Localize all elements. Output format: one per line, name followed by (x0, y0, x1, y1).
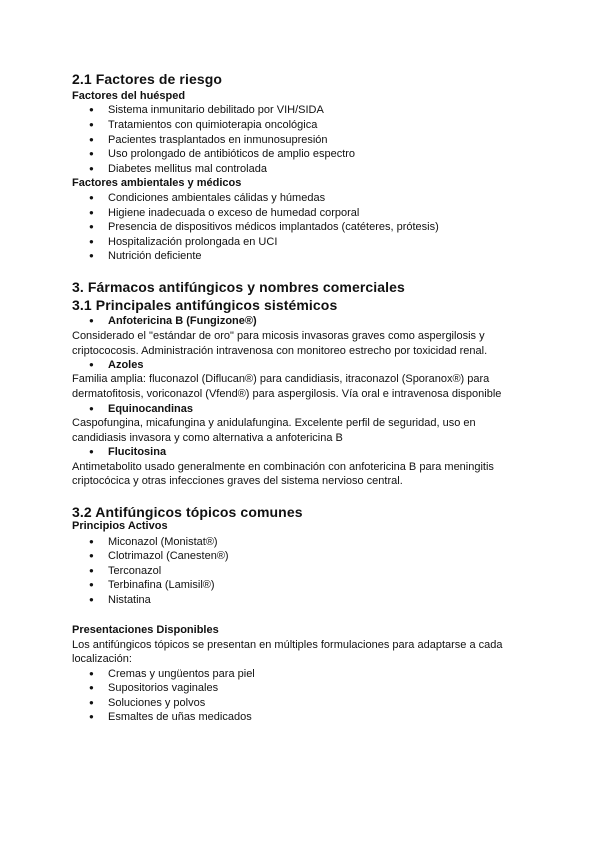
drug-name: ● Equinocandinas (108, 403, 193, 415)
list-item: ● Terbinafina (Lamisil®) (108, 579, 215, 591)
list-item: ● Nistatina (108, 594, 151, 606)
drug-description-line: Familia amplia: fluconazol (Diflucan®) para candidiasis, itraconazol (Sporanox®) para (72, 373, 490, 385)
environment-factors-heading: Factores ambientales y médicos (72, 177, 242, 189)
section-3-1-title: 3.1 Principales antifúngicos sistémicos (72, 297, 338, 313)
list-item: ● Diabetes mellitus mal controlada (108, 163, 267, 175)
host-factors-heading: Factores del huésped (72, 90, 186, 102)
drug-name: ● Flucitosina (108, 446, 166, 458)
drug-description-line: Antimetabolito usado generalmente en combinación con anfotericina B para meningitis (72, 461, 494, 473)
list-item: ● Supositorios vaginales (108, 682, 218, 694)
list-item: ● Uso prolongado de antibióticos de amplio espectro (108, 148, 355, 160)
list-item: ● Soluciones y polvos (108, 697, 205, 709)
presentations-intro-line: localización: (72, 653, 132, 665)
presentations-heading: Presentaciones Disponibles (72, 624, 219, 636)
drug-name: ● Azoles (108, 359, 143, 371)
list-item: ● Hospitalización prolongada en UCI (108, 236, 277, 248)
list-item: ● Tratamientos con quimioterapia oncológica (108, 119, 317, 131)
drug-description-line: Considerado el "estándar de oro" para micosis invasoras graves como aspergilosis y (72, 330, 485, 342)
list-item: ● Miconazol (Monistat®) (108, 536, 218, 548)
section-2-1-title: 2.1 Factores de riesgo (72, 71, 223, 87)
list-item: ● Sistema inmunitario debilitado por VIH/SIDA (108, 104, 324, 116)
list-item: ● Higiene inadecuada o exceso de humedad corporal (108, 207, 359, 219)
drug-description-line: Caspofungina, micafungina y anidulafungina. Excelente perfil de seguridad, uso en (72, 417, 476, 429)
list-item: ● Clotrimazol (Canesten®) (108, 550, 229, 562)
presentations-intro-line: Los antifúngicos tópicos se presentan en múltiples formulaciones para adaptarse a cada (72, 639, 503, 651)
drug-description-line: dermatofitosis, voriconazol (Vfend®) para aspergilosis. Vía oral e intravenosa disponible (72, 388, 502, 400)
drug-description-line: candidiasis invasora y como alternativa a anfotericina B (72, 432, 343, 444)
section-3-2-title: 3.2 Antifúngicos tópicos comunes (72, 504, 303, 520)
list-item: ● Esmaltes de uñas medicados (108, 711, 252, 723)
drug-description-line: criptococosis. Administración intravenosa con monitoreo estrecho por toxicidad renal. (72, 345, 488, 357)
list-item: ● Pacientes trasplantados en inmunosupresión (108, 134, 328, 146)
drug-description-line: criptocócica y otras infecciones graves del sistema nervioso central. (72, 475, 403, 487)
section-3-title: 3. Fármacos antifúngicos y nombres comerciales (72, 279, 405, 295)
list-item: ● Condiciones ambientales cálidas y húmedas (108, 192, 325, 204)
list-item: ● Presencia de dispositivos médicos implantados (catéteres, prótesis) (108, 221, 439, 233)
active-ingredients-heading: Principios Activos (72, 520, 168, 532)
list-item: ● Terconazol (108, 565, 161, 577)
drug-name: ● Anfotericina B (Fungizone®) (108, 315, 257, 327)
list-item: ● Nutrición deficiente (108, 250, 202, 262)
list-item: ● Cremas y ungüentos para piel (108, 668, 255, 680)
